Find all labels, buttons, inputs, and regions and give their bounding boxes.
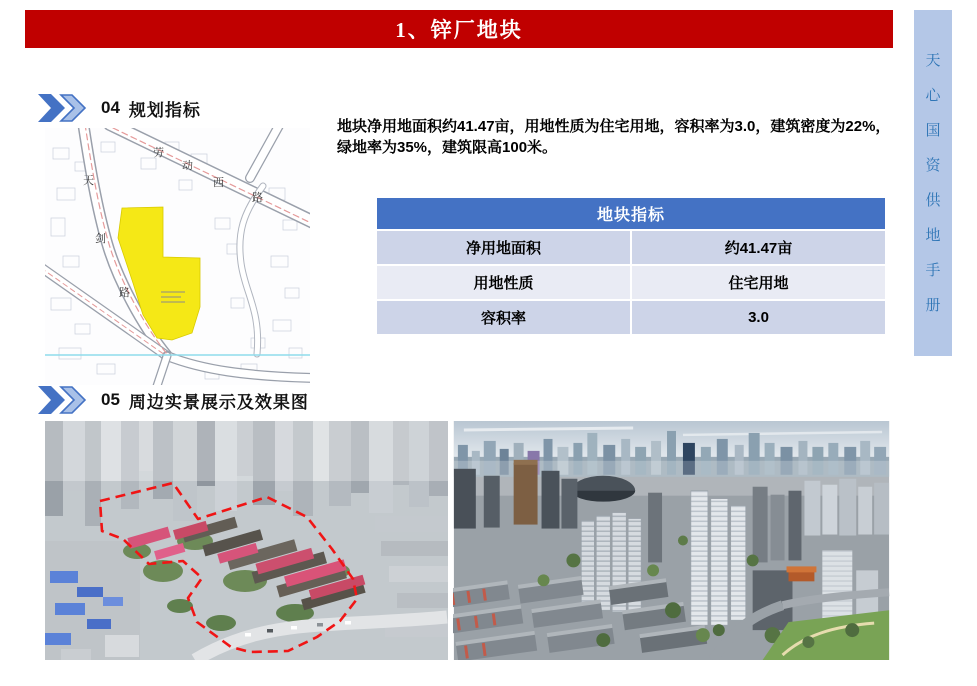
section-header-04 xyxy=(38,94,201,122)
side-tab-char: 天 xyxy=(925,52,941,69)
road-label: 劳 xyxy=(153,147,164,159)
side-tab-char: 手 xyxy=(925,262,941,279)
road-label: 动 xyxy=(182,160,193,172)
section-header-05 xyxy=(38,386,309,414)
section-number: 04 xyxy=(101,98,120,117)
table-row xyxy=(377,231,885,264)
side-tab xyxy=(914,10,952,356)
road-label: 天 xyxy=(83,175,94,187)
table-header: 地块指标 xyxy=(377,198,885,229)
table-row xyxy=(377,266,885,299)
section-number: 05 xyxy=(101,390,120,409)
road-label: 西 xyxy=(213,177,224,189)
table-cell-label: 容积率 xyxy=(377,301,630,334)
section-title: 周边实景展示及效果图 xyxy=(128,392,309,412)
table-cell-value: 约41.47亩 xyxy=(632,231,885,264)
plot-description: 地块净用地面积约41.47亩，用地性质为住宅用地，容积率为3.0，建筑密度为22%，绿地率为35%，建筑限高100米。 xyxy=(337,118,891,156)
page-title: 1、锌厂地块 xyxy=(395,18,523,42)
double-chevron-icon xyxy=(38,94,92,122)
table-cell-value: 住宅用地 xyxy=(632,266,885,299)
plot-location-map xyxy=(45,128,310,385)
side-tab-char: 心 xyxy=(925,87,941,104)
side-tab-char: 国 xyxy=(925,122,941,139)
road-label: 路 xyxy=(119,287,130,299)
title-banner xyxy=(25,10,893,48)
table-cell-value: 3.0 xyxy=(632,301,885,334)
render-photo xyxy=(453,421,890,660)
road-label: 路 xyxy=(252,192,263,204)
plot-indicator-table xyxy=(377,198,885,334)
table-cell-label: 用地性质 xyxy=(377,266,630,299)
table-row xyxy=(377,301,885,334)
aerial-photo xyxy=(45,421,448,660)
section-title: 规划指标 xyxy=(128,100,201,120)
table-cell-label: 净用地面积 xyxy=(377,231,630,264)
double-chevron-icon xyxy=(38,386,92,414)
side-tab-char: 册 xyxy=(925,297,941,314)
side-tab-char: 资 xyxy=(925,157,941,174)
side-tab-char: 地 xyxy=(925,227,941,244)
road-label: 剑 xyxy=(95,233,106,245)
side-tab-char: 供 xyxy=(925,192,941,209)
